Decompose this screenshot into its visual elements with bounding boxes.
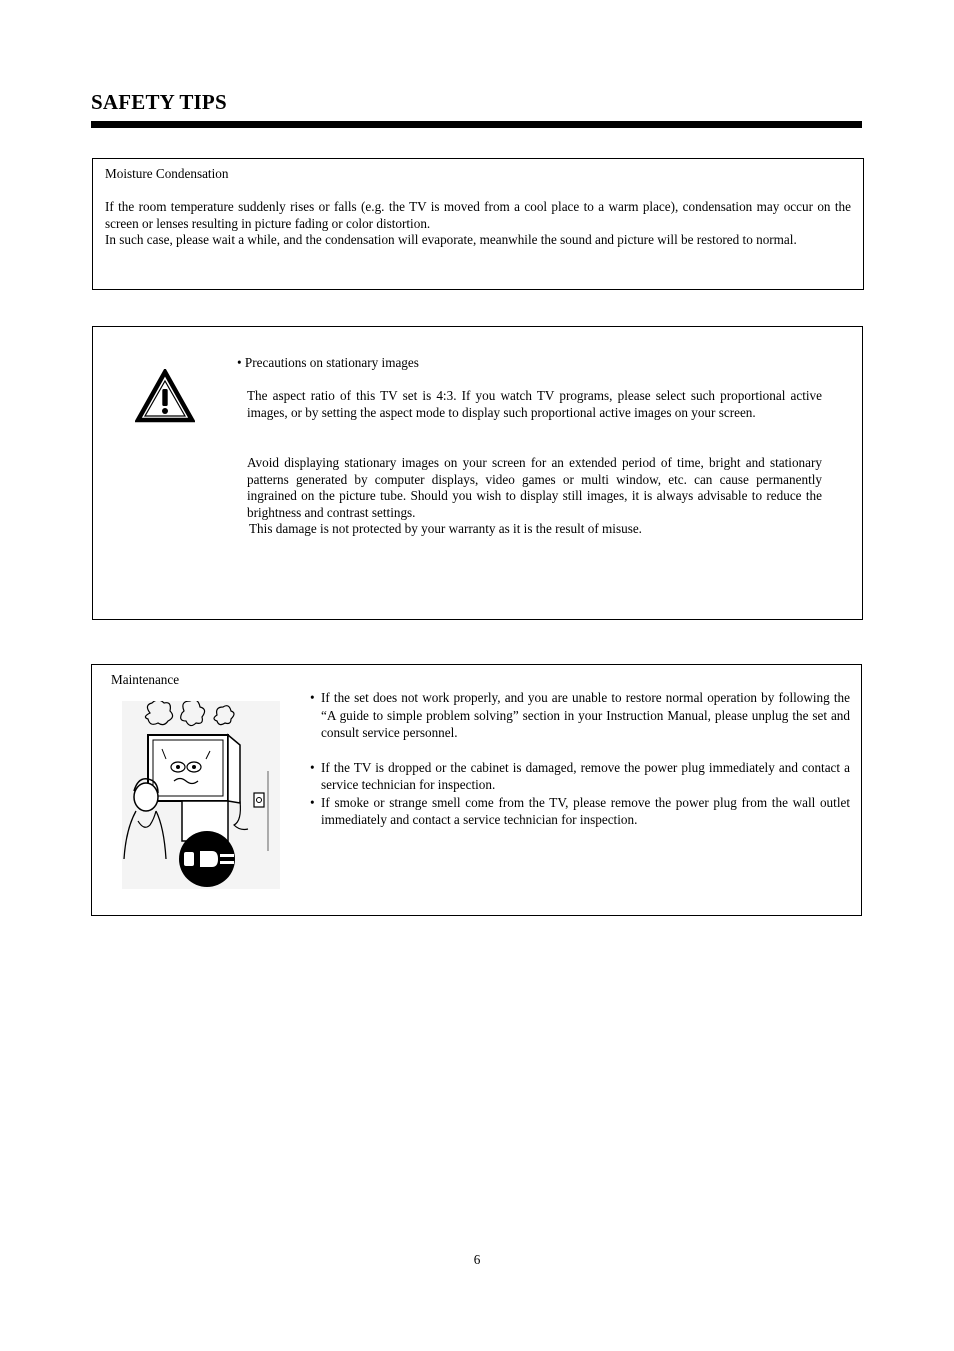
stationary-paragraph-3: This damage is not protected by your warranty as it is the result of misuse. [249, 521, 642, 537]
smoking-tv-unplug-illustration [122, 701, 280, 889]
maintenance-section [91, 664, 862, 916]
moisture-heading: Moisture Condensation [105, 166, 229, 181]
moisture-body [105, 199, 851, 249]
moisture-section [92, 158, 864, 290]
bullet: • [237, 355, 245, 370]
stationary-images-section [92, 326, 863, 620]
stationary-paragraphs-2-3 [247, 455, 822, 538]
list-item: • If the TV is dropped or the cabinet is damaged, remove the power plug immediately and contact a service technician for inspection. [310, 759, 850, 794]
list-item: • If the set does not work properly, and you are unable to restore normal operation by following the “A guide to simple problem solving” section in your Instruction Manual, please unplug the set and consult service personnel. [310, 689, 850, 742]
page-number: 6 [473, 1252, 481, 1267]
maintenance-heading: Maintenance [111, 672, 180, 687]
stationary-paragraph-2: Avoid displaying stationary images on your screen for an extended period of time, bright and stationary patterns generated by computer displays, video games or multi window, etc. can cause permanently ingrained on the picture tube. Should you wish to display still images, it is always advisable to reduce the brightness and contrast settings. [247, 455, 822, 520]
stationary-paragraph-1: The aspect ratio of this TV set is 4:3. If you watch TV programs, please select such proportional active images, or by setting the aspect mode to display such proportional active images on your screen. [247, 388, 822, 420]
stationary-heading [237, 355, 419, 371]
stationary-heading-text: Precautions on stationary images [244, 355, 419, 370]
warning-triangle-icon [135, 369, 195, 423]
list-item: • If smoke or strange smell come from the TV, please remove the power plug from the wall outlet immediately and contact a service technician for inspection. [310, 794, 850, 829]
title-rule [91, 121, 862, 128]
moisture-paragraph-1: If the room temperature suddenly rises or falls (e.g. the TV is moved from a cool place to a warm place), condensation may occur on the screen or lenses resulting in picture fading or color distortion. [105, 199, 851, 231]
maintenance-list [310, 689, 850, 829]
moisture-paragraph-2: In such case, please wait a while, and the condensation will evaporate, meanwhile the sound and picture will be restored to normal. [105, 232, 797, 248]
page-title: SAFETY TIPS [91, 90, 227, 114]
